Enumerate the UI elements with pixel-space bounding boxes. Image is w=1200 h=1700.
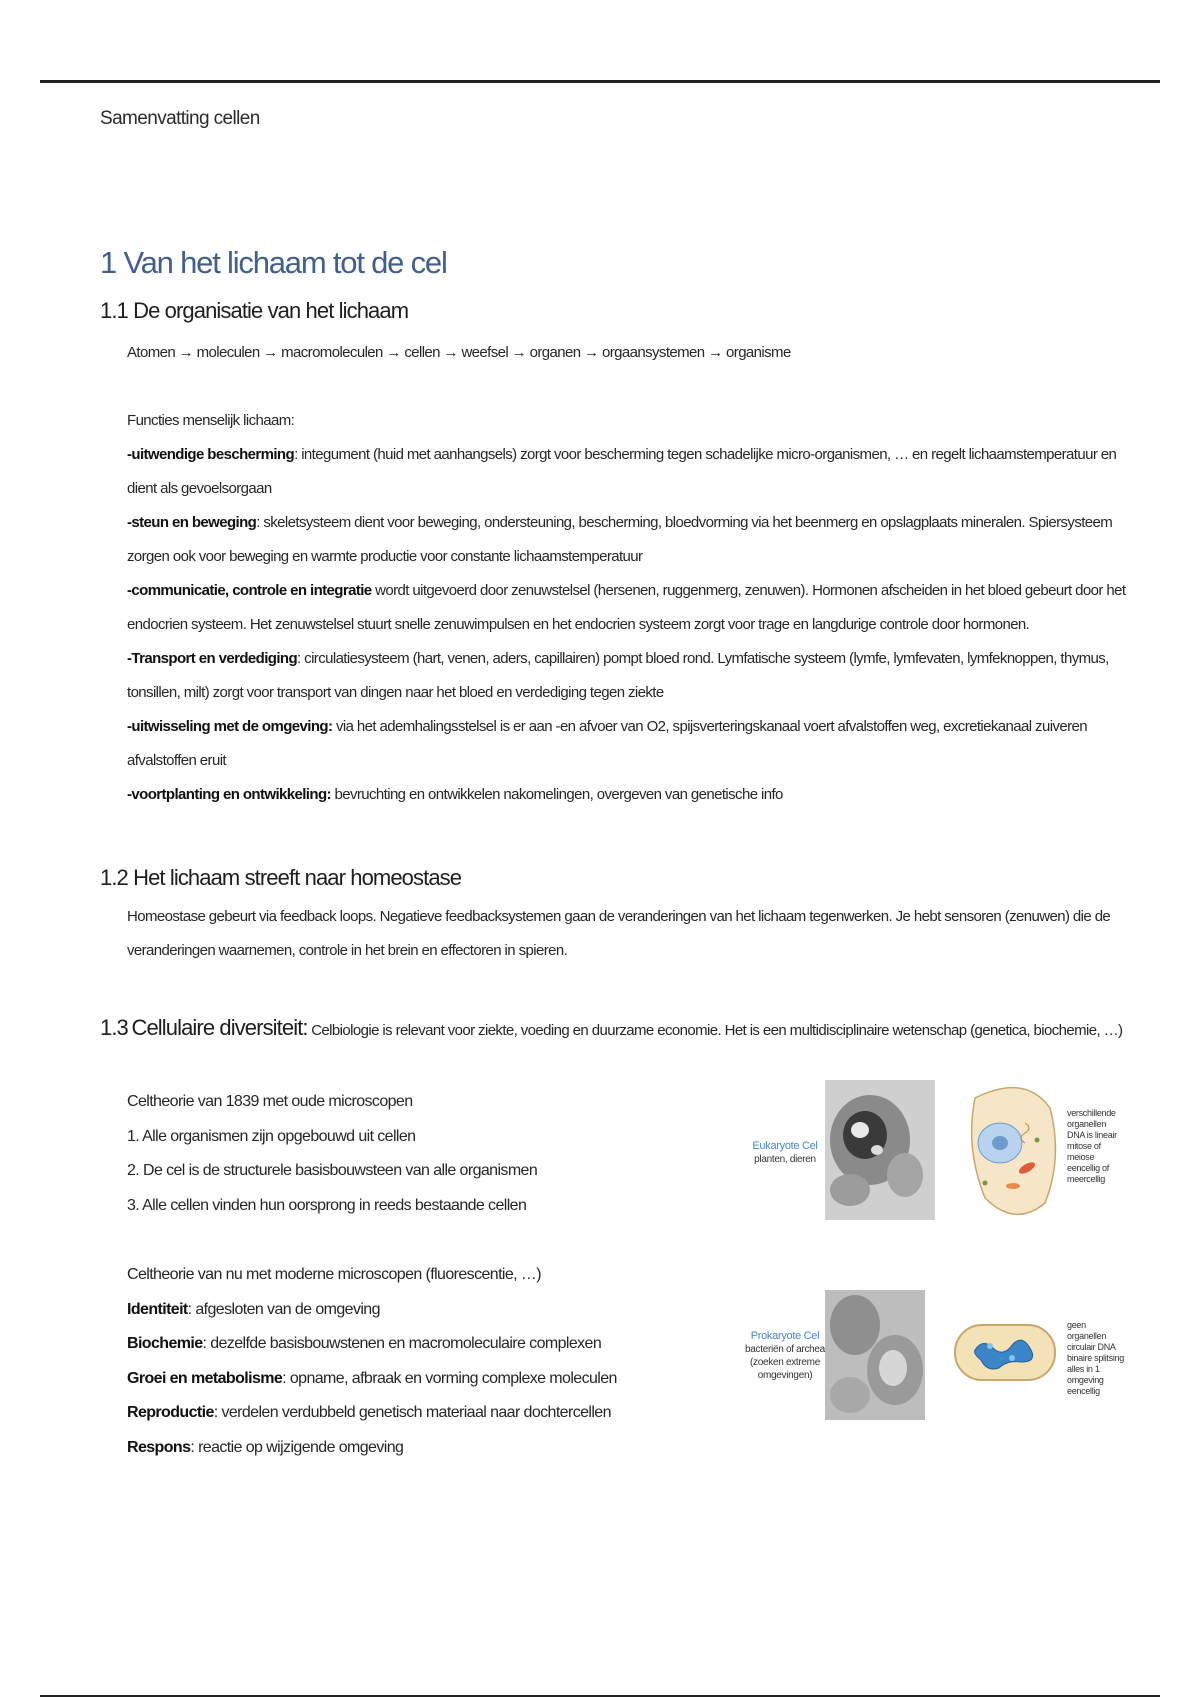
old-cell-theory [127, 1085, 727, 1223]
homeostasis-text: Homeostase gebeurt via feedback loops. Negatieve feedbacksystemen gaan de veranderingen van het lichaam tegenwerken. Je hebt sensoren (zenuwen) die de veranderingen waarnemen, controle in het brein en effectoren in spieren. [127, 908, 1111, 959]
top-rule [40, 80, 1160, 83]
new-theory-heading: Celtheorie van nu met moderne microscopen (fluorescentie, …) [127, 1266, 541, 1283]
old-theory-item: 3. Alle cellen vinden hun oorsprong in reeds bestaande cellen [127, 1196, 527, 1214]
functions-heading: Functies menselijk lichaam: [127, 412, 295, 429]
new-theory-item: Groei en metabolisme: opname, afbraak en vorming complexe moleculen [127, 1369, 617, 1387]
eukaryote-notes: verschillende organellen DNA is lineair mitose of meiose eencellig of meercellig [1067, 1108, 1117, 1184]
chapter-title: 1 Van het lichaam tot de cel [100, 245, 447, 280]
eukaryote-diagram [955, 1068, 1065, 1233]
section-1-3-number: 1.3 [100, 1015, 128, 1040]
section-1-2-body [127, 900, 1127, 968]
new-theory-item: Identiteit: afgesloten van de omgeving [127, 1300, 380, 1318]
eukaryote-label: Eukaryote Cel planten, dieren [752, 1140, 818, 1165]
section-1-3-heading [100, 1015, 1160, 1041]
section-1-2-title: 1.2 Het lichaam streeft naar homeostase [100, 865, 462, 890]
prokaryote-diagram [950, 1310, 1060, 1390]
prokaryote-micrograph [825, 1290, 925, 1420]
section-1-3-title: Cellulaire diversiteit: [131, 1015, 308, 1040]
new-theory-item: Reproductie: verdelen verdubbeld genetisch materiaal naar dochtercellen [127, 1404, 611, 1421]
old-theory-item: 1. Alle organismen zijn opgebouwd uit cellen [127, 1127, 416, 1145]
old-theory-item: 2. De cel is de structurele basisbouwsteen van alle organismen [127, 1162, 538, 1179]
new-theory-item: Respons: reactie op wijzigende omgeving [127, 1438, 404, 1456]
function-item: -uitwendige bescherming: integument (huid met aanhangsels) zorgt voor bescherming tegen schadelijke micro-organismen, … en regelt lichaamstemperatuur en dient als gevoelsorgaan [127, 446, 1117, 497]
prokaryote-notes: geen organellen circulair DNA binaire splitsing alles in 1 omgeving eencellig [1067, 1320, 1124, 1396]
new-cell-theory [127, 1258, 727, 1465]
function-item: -Transport en verdediging: circulatiesysteem (hart, venen, aders, capillairen) pompt bloed rond. Lymfatische systeem (lymfe, lymfevaten, lymfeknoppen, thymus, tonsillen, milt) zorgt voor transport van dingen naar het bloed en verdediging tegen ziekte [127, 650, 1109, 701]
function-item: -uitwisseling met de omgeving: via het ademhalingsstelsel is er aan -en afvoer van O2, spijsverteringskanaal voert afvalstoffen weg, excretiekanaal zuiveren afvalstoffen eruit [127, 718, 1087, 769]
function-item: -voortplanting en ontwikkeling: bevruchting en ontwikkelen nakomelingen, overgeven van genetische info [127, 786, 783, 803]
old-theory-heading: Celtheorie van 1839 met oude microscopen [127, 1093, 413, 1110]
organisation-hierarchy: Atomen → moleculen → macromoleculen → cellen → weefsel → organen → orgaansystemen → organisme [127, 344, 791, 361]
section-1-1-body [127, 336, 1127, 812]
function-item: -communicatie, controle en integratie wordt uitgevoerd door zenuwstelsel (hersenen, ruggenmerg, zenuwen). Hormonen afscheiden in het bloed gebeurt door het endocrien systeem. Het zenuwstelsel stuurt snelle zenuwimpulsen en het endocrien systeem zorgt voor trage en langdurige controle door hormonen. [127, 582, 1126, 633]
eukaryote-cell-figure [745, 1068, 1125, 1233]
bottom-rule [40, 1695, 1160, 1697]
function-item: -steun en beweging: skeletsysteem dient voor beweging, ondersteuning, bescherming, bloedvorming via het beenmerg en opslagplaats mineralen. Spiersysteem zorgen ook voor beweging en warmte productie voor constante lichaamstemperatuur [127, 514, 1113, 565]
document-header-title: Samenvatting cellen [100, 108, 260, 129]
section-1-3-intro: Celbiologie is relevant voor ziekte, voeding en duurzame economie. Het is een multidisciplinaire wetenschap (genetica, biochemie, …) [307, 1022, 1123, 1039]
eukaryote-micrograph [825, 1080, 935, 1220]
prokaryote-label: Prokaryote Cel bacteriën of archea (zoeken extreme omgevingen) [745, 1330, 825, 1381]
prokaryote-cell-figure [745, 1290, 1125, 1430]
section-1-1-title: 1.1 De organisatie van het lichaam [100, 298, 409, 323]
new-theory-item: Biochemie: dezelfde basisbouwstenen en macromoleculaire complexen [127, 1335, 602, 1352]
